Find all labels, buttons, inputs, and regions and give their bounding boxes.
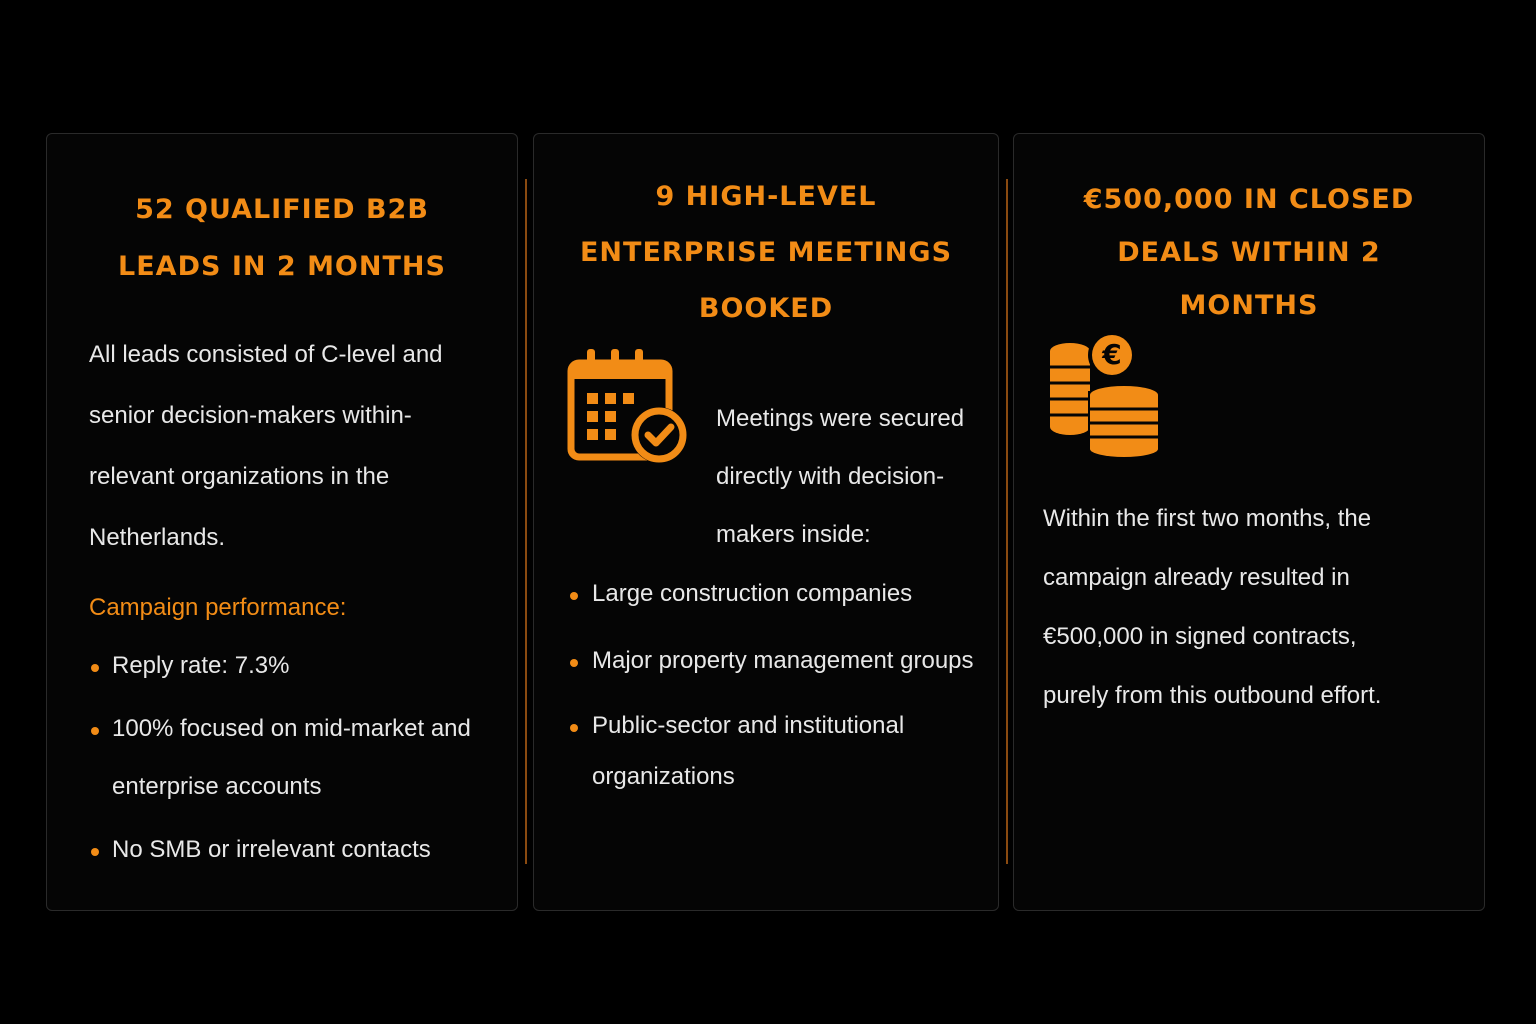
description-line: relevant organizations in the <box>89 463 390 490</box>
description-line: campaign already resulted in <box>1043 564 1350 591</box>
campaign-performance-heading: Campaign performance: <box>89 594 347 621</box>
euro-coins-icon <box>1048 331 1164 457</box>
divider-line <box>1006 179 1008 864</box>
svg-text:€: € <box>1102 338 1122 371</box>
card-title-line: DEALS WITHIN 2 <box>1117 237 1381 268</box>
description-line: All leads consisted of C-level and <box>89 341 443 368</box>
description-line: Meetings were secured <box>716 405 965 432</box>
bullet-item: Major property management groups <box>592 647 974 674</box>
bullet-item: 100% focused on mid-market and <box>112 715 471 742</box>
card-title <box>534 169 998 337</box>
card-title-line: ENTERPRISE MEETINGS <box>579 237 953 268</box>
description-line: €500,000 in signed contracts, <box>1043 623 1357 650</box>
bullet-item: No SMB or irrelevant contacts <box>112 836 431 863</box>
description-line: purely from this outbound effort. <box>1043 682 1382 709</box>
card-title-line: €500,000 IN CLOSED <box>1083 184 1415 215</box>
bullet-dot <box>570 592 578 600</box>
card-closed-deals <box>1013 133 1485 911</box>
card-title-line: LEADS IN 2 MONTHS <box>118 251 446 282</box>
bullet-dot <box>570 659 578 667</box>
description-line: senior decision-makers within- <box>89 402 412 429</box>
divider-line <box>525 179 527 864</box>
card-title-line: BOOKED <box>698 293 834 324</box>
description-line: directly with decision- <box>716 463 945 490</box>
bullet-item-continued: enterprise accounts <box>112 773 322 800</box>
description-line: Within the first two months, the <box>1043 505 1372 532</box>
card-title-line: 9 HIGH-LEVEL <box>655 181 877 212</box>
card-qualified-leads <box>46 133 518 911</box>
bullet-item: Reply rate: 7.3% <box>112 652 290 679</box>
description-line: Netherlands. <box>89 524 226 551</box>
calendar-check-icon <box>567 347 691 467</box>
bullet-item: Public-sector and institutional <box>592 712 905 739</box>
bullet-item-continued: organizations <box>592 763 735 790</box>
bullet-dot <box>91 848 99 856</box>
card-enterprise-meetings <box>533 133 999 911</box>
bullet-dot <box>91 664 99 672</box>
description-line: makers inside: <box>716 521 871 548</box>
card-title <box>1014 173 1484 332</box>
bullet-dot <box>91 727 99 735</box>
card-title-line: 52 QUALIFIED B2B <box>135 194 429 225</box>
card-title-line: MONTHS <box>1179 290 1319 321</box>
bullet-dot <box>570 724 578 732</box>
card-title <box>47 181 517 295</box>
bullet-item: Large construction companies <box>592 580 913 607</box>
